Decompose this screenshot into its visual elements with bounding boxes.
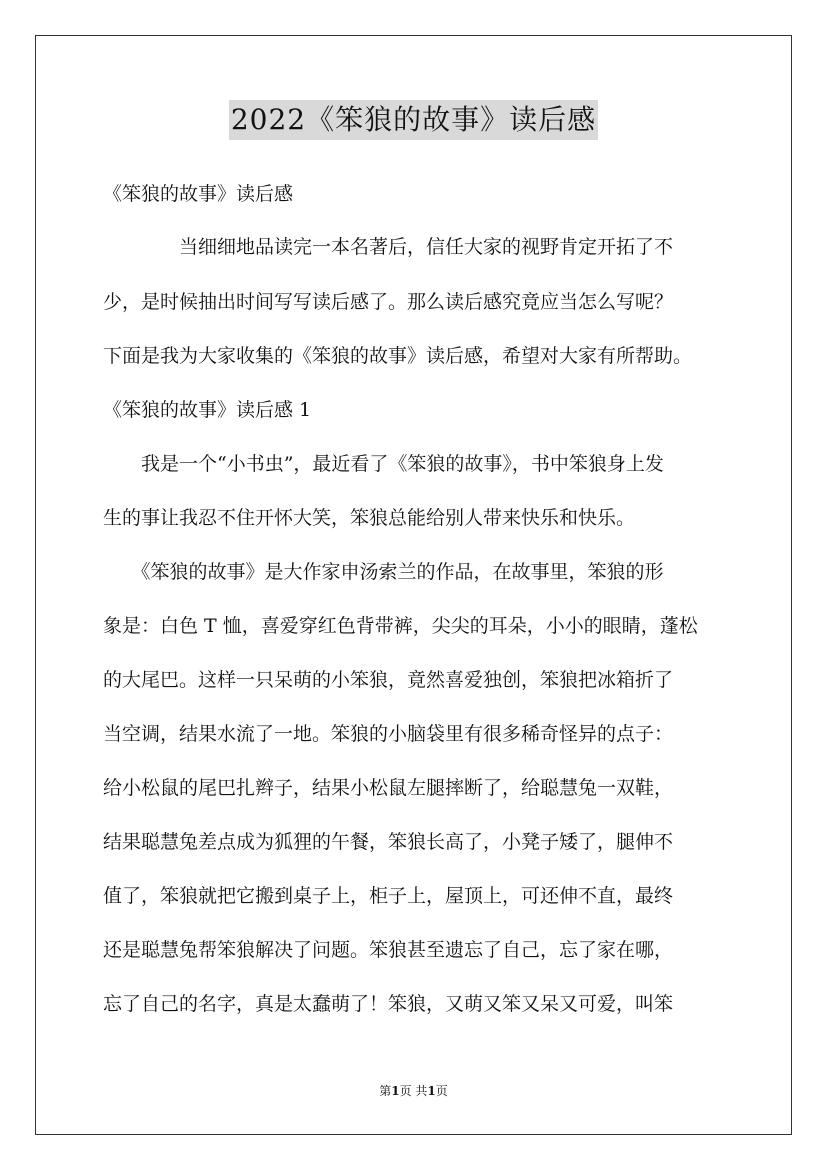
text-line: 的大尾巴。这样一只呆萌的小笨狼，竟然喜爱独创，笨狼把冰箱折了: [103, 669, 674, 691]
text-line-subtitle: 《笨狼的故事》读后感: [103, 183, 294, 205]
text-line: 当空调，结果水流了一地。笨狼的小脑袋里有很多稀奇怪异的点子：: [103, 723, 674, 745]
text-line: 《笨狼的故事》是大作家申汤索兰的作品，在故事里，笨狼的形: [103, 561, 664, 583]
text-line: 我是一个“小书虫”，最近看了《笨狼的故事》，书中笨狼身上发: [103, 453, 664, 475]
text-line: 结果聪慧兔差点成为狐狸的午餐，笨狼长高了，小凳子矮了，腿伸不: [103, 831, 674, 853]
text-line: 给小松鼠的尾巴扎辫子，结果小松鼠左腿摔断了，给聪慧兔一双鞋，: [103, 777, 674, 799]
footer-current-page: 1: [391, 1084, 400, 1098]
title-wrap: [0, 100, 827, 140]
text-line: 少，是时候抽出时间写写读后感了。那么读后感究竟应当怎么写呢？: [103, 291, 674, 313]
text-line: 值了，笨狼就把它搬到桌子上，柜子上，屋顶上，可还伸不直，最终: [103, 885, 674, 907]
footer-suffix: 页: [435, 1084, 448, 1098]
text-line: 下面是我为大家收集的《笨狼的故事》读后感，希望对大家有所帮助。: [103, 345, 693, 367]
text-line-section-heading: 《笨狼的故事》读后感 1: [103, 399, 312, 421]
footer-prefix: 第: [379, 1084, 392, 1098]
text-line: 象是：白色 T 恤，喜爱穿红色背带裤，尖尖的耳朵，小小的眼睛，蓬松: [103, 615, 698, 637]
footer-mid: 页 共: [399, 1084, 428, 1098]
text-line: 还是聪慧兔帮笨狼解决了问题。笨狼甚至遗忘了自己，忘了家在哪，: [103, 939, 674, 961]
page-footer: [0, 1083, 827, 1099]
text-line: 忘了自己的名字，真是太蠢萌了！笨狼，又萌又笨又呆又可爱，叫笨: [103, 993, 674, 1015]
text-line: 当细细地品读完一本名著后，信任大家的视野肯定开拓了不: [103, 236, 674, 258]
footer-total-pages: 1: [427, 1084, 436, 1098]
document-title: 2022《笨狼的故事》读后感: [229, 100, 598, 140]
text-line: 生的事让我忍不住开怀大笑，笨狼总能给别人带来快乐和快乐。: [103, 507, 636, 529]
